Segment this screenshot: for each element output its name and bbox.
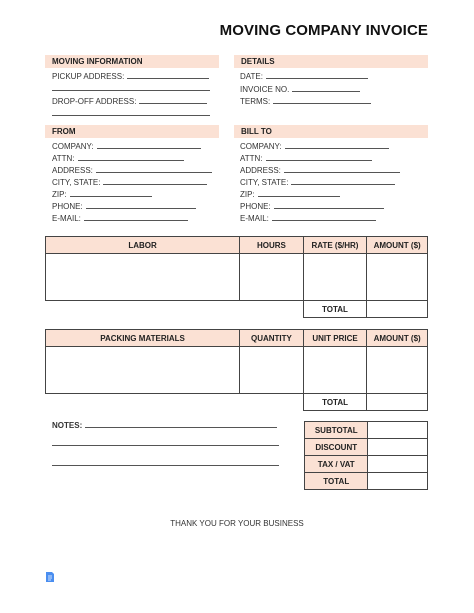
bill-city-state-line[interactable] bbox=[291, 176, 395, 185]
dropoff-address-line[interactable] bbox=[139, 95, 207, 104]
dropoff-address-field[interactable] bbox=[52, 95, 207, 106]
from-company-line[interactable] bbox=[97, 140, 201, 149]
labor-amount-col-header: AMOUNT ($) bbox=[367, 237, 428, 254]
notes-line-3[interactable] bbox=[52, 465, 279, 466]
packing-unit-price-cell[interactable] bbox=[303, 347, 367, 394]
packing-quantity-cell[interactable] bbox=[240, 347, 304, 394]
invoice-no-field[interactable] bbox=[240, 83, 360, 94]
document-logo-icon bbox=[44, 570, 56, 582]
from-header: FROM bbox=[45, 125, 219, 138]
bill-address-line[interactable] bbox=[284, 164, 400, 173]
bill-zip-field[interactable] bbox=[240, 188, 340, 199]
invoice-no-label: INVOICE NO. bbox=[240, 85, 290, 94]
details-header: DETAILS bbox=[234, 55, 428, 68]
grand-total-value[interactable] bbox=[368, 473, 428, 490]
date-field[interactable] bbox=[240, 70, 368, 81]
rate-col-header: RATE ($/HR) bbox=[303, 237, 367, 254]
notes-line-2[interactable] bbox=[52, 445, 279, 446]
dropoff-address-line-2[interactable] bbox=[52, 115, 210, 116]
bill-email-label: E-MAIL: bbox=[240, 214, 269, 223]
unit-price-col-header: UNIT PRICE bbox=[303, 330, 367, 347]
bill-company-field[interactable] bbox=[240, 140, 389, 151]
from-email-field[interactable] bbox=[52, 212, 188, 223]
terms-line[interactable] bbox=[273, 95, 371, 104]
labor-rate-cell[interactable] bbox=[303, 254, 367, 301]
tax-vat-value[interactable] bbox=[368, 456, 428, 473]
notes-field[interactable]: NOTES: bbox=[52, 419, 277, 430]
subtotal-label: SUBTOTAL bbox=[305, 422, 368, 439]
pickup-address-line-2[interactable] bbox=[52, 90, 210, 91]
from-phone-field[interactable] bbox=[52, 200, 196, 211]
discount-row bbox=[305, 439, 428, 456]
from-company-label: COMPANY: bbox=[52, 142, 94, 151]
discount-value[interactable] bbox=[368, 439, 428, 456]
labor-total-value[interactable] bbox=[367, 301, 428, 318]
labor-entry-row bbox=[46, 254, 428, 301]
from-city-state-field[interactable] bbox=[52, 176, 207, 187]
labor-amount-cell[interactable] bbox=[367, 254, 428, 301]
pickup-address-line[interactable] bbox=[127, 70, 209, 79]
from-attn-label: ATTN: bbox=[52, 154, 75, 163]
labor-header-row bbox=[46, 237, 428, 254]
labor-description-cell[interactable] bbox=[46, 254, 240, 301]
from-address-field[interactable] bbox=[52, 164, 212, 175]
subtotal-value[interactable] bbox=[368, 422, 428, 439]
labor-hours-cell[interactable] bbox=[240, 254, 304, 301]
packing-header-row bbox=[46, 330, 428, 347]
bill-attn-field[interactable] bbox=[240, 152, 372, 163]
bill-address-field[interactable] bbox=[240, 164, 400, 175]
from-attn-field[interactable] bbox=[52, 152, 184, 163]
bill-zip-label: ZIP: bbox=[240, 190, 255, 199]
from-email-label: E-MAIL: bbox=[52, 214, 81, 223]
dropoff-address-label: DROP-OFF ADDRESS: bbox=[52, 97, 137, 106]
quantity-col-header: QUANTITY bbox=[240, 330, 304, 347]
from-attn-line[interactable] bbox=[78, 152, 184, 161]
packing-table bbox=[45, 329, 428, 411]
from-zip-field[interactable] bbox=[52, 188, 152, 199]
from-company-field[interactable] bbox=[52, 140, 201, 151]
labor-col-header: LABOR bbox=[46, 237, 240, 254]
bill-company-label: COMPANY: bbox=[240, 142, 282, 151]
packing-entry-row bbox=[46, 347, 428, 394]
from-zip-label: ZIP: bbox=[52, 190, 67, 199]
bill-attn-label: ATTN: bbox=[240, 154, 263, 163]
date-line[interactable] bbox=[266, 70, 368, 79]
hours-col-header: HOURS bbox=[240, 237, 304, 254]
packing-amount-cell[interactable] bbox=[367, 347, 428, 394]
discount-label: DISCOUNT bbox=[305, 439, 368, 456]
bill-zip-line[interactable] bbox=[258, 188, 340, 197]
notes-line-1[interactable] bbox=[85, 419, 277, 428]
from-address-label: ADDRESS: bbox=[52, 166, 93, 175]
labor-table bbox=[45, 236, 428, 318]
terms-label: TERMS: bbox=[240, 97, 271, 106]
bill-to-header: BILL TO bbox=[234, 125, 428, 138]
invoice-no-line[interactable] bbox=[292, 83, 360, 92]
packing-description-cell[interactable] bbox=[46, 347, 240, 394]
pickup-address-label: PICKUP ADDRESS: bbox=[52, 72, 125, 81]
from-phone-label: PHONE: bbox=[52, 202, 83, 211]
moving-info-header: MOVING INFORMATION bbox=[45, 55, 219, 68]
date-label: DATE: bbox=[240, 72, 263, 81]
from-phone-line[interactable] bbox=[86, 200, 196, 209]
from-city-state-line[interactable] bbox=[103, 176, 207, 185]
labor-total-row bbox=[46, 301, 428, 318]
grand-total-row bbox=[305, 473, 428, 490]
tax-vat-label: TAX / VAT bbox=[305, 456, 368, 473]
notes-label: NOTES bbox=[52, 421, 80, 430]
from-zip-line[interactable] bbox=[70, 188, 152, 197]
packing-total-value[interactable] bbox=[367, 394, 428, 411]
bill-attn-line[interactable] bbox=[266, 152, 372, 161]
thank-you-footer: THANK YOU FOR YOUR BUSINESS bbox=[170, 519, 304, 528]
bill-address-label: ADDRESS: bbox=[240, 166, 281, 175]
labor-total-label: TOTAL bbox=[303, 301, 367, 318]
bill-city-state-label: CITY, STATE: bbox=[240, 178, 289, 187]
packing-total-label: TOTAL bbox=[303, 394, 367, 411]
bill-email-field[interactable] bbox=[240, 212, 376, 223]
from-email-line[interactable] bbox=[84, 212, 188, 221]
bill-phone-label: PHONE: bbox=[240, 202, 271, 211]
bill-phone-line[interactable] bbox=[274, 200, 384, 209]
subtotal-row bbox=[305, 422, 428, 439]
bill-email-line[interactable] bbox=[272, 212, 376, 221]
grand-total-label: TOTAL bbox=[305, 473, 368, 490]
bill-company-line[interactable] bbox=[285, 140, 389, 149]
packing-amount-col-header: AMOUNT ($) bbox=[367, 330, 428, 347]
packing-col-header: PACKING MATERIALS bbox=[46, 330, 240, 347]
from-city-state-label: CITY, STATE: bbox=[52, 178, 101, 187]
bill-city-state-field[interactable] bbox=[240, 176, 395, 187]
summary-table bbox=[304, 421, 428, 490]
pickup-address-field[interactable] bbox=[52, 70, 209, 81]
packing-total-row bbox=[46, 394, 428, 411]
terms-field[interactable] bbox=[240, 95, 371, 106]
invoice-title: MOVING COMPANY INVOICE bbox=[219, 22, 428, 39]
from-address-line[interactable] bbox=[96, 164, 212, 173]
bill-phone-field[interactable] bbox=[240, 200, 384, 211]
tax-vat-row bbox=[305, 456, 428, 473]
